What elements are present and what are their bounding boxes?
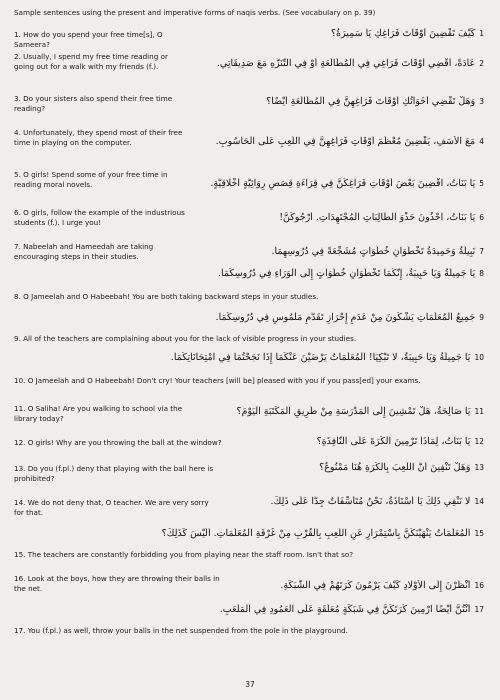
arabic-text: 7نَبِيلَةُ وَحَمِيدَةُ تَخْطُوَانِ خُطُوَاتٍ مُشَجِّعَةً فِي دُرُوسِهِمَا. — [271, 246, 484, 257]
arabic-text: 10يَا جَمِيلَةُ وَيَا حَبِيبَةُ، لا تَبْكِيَا! الْمُعَلِّمَاتُ يَرْضَيْنَ عَنْكُمَا إِذَا نَجَحْتُمَا فِي امْتِحَانَاتِكُمَا. — [170, 352, 484, 363]
page-header: Sample sentences using the present and imperative forms of naqis verbs. (See vocabulary on p. 39) — [14, 8, 376, 17]
english-text: 17. You (f.pl.) as well, throw your balls in the net suspended from the pole in the playground. — [14, 626, 348, 635]
arabic-text: 1كَيْفَ تَقْضِينَ أَوْقَاتَ فَرَاغِكِ يَا سَمِيرَةُ؟ — [330, 28, 484, 39]
arabic-text: 9جَمِيعُ الْمُعَلِّمَاتِ يَشْكُونَ مِنْ عَدَمِ إِحْرَازِ تَقَدُّمٍ مَلْمُوسٍ فِي دُرُوسِكُمَا. — [215, 312, 484, 323]
english-text: 14. We do not deny that, O teacher. We are very sorry for that. — [14, 498, 209, 517]
arabic-text: 8يَا جَمِيلَةُ وَيَا حَبِيبَةُ، إِنَّكُمَا تَخْطُوَانِ خُطُوَاتٍ إِلَى الْوَرَاءِ فِي دُرُوسِكُمَا. — [218, 268, 484, 279]
english-text: 12. O girls! Why are you throwing the ball at the window? — [14, 438, 222, 447]
english-text: 15. The teachers are constantly forbidding you from playing near the staff room. Isn't that so? — [14, 550, 354, 559]
arabic-text: 5يَا بَنَاتُ، اقْضِينَ بَعْضَ أَوْقَاتِ فَرَاغِكُنَّ فِي قِرَاءَةِ قِصَصٍ رِوَائِيَّةٍ أَخْلاقِيَّةٍ. — [210, 178, 484, 189]
arabic-text: 17أَنْتُنَّ أَيْضًا ارْمِينَ كُرَتَكُنَّ فِي شَبَكَةٍ مُعَلَّقَةٍ عَلَى الْعَمُودِ فِي الْمَلْعَبِ. — [219, 604, 484, 615]
english-text: 10. O Jameelah and O Habeebah! Don't cry! Your teachers [will be] pleased with you if you pass[ed] your exams. — [14, 376, 421, 385]
english-text: 6. O girls, follow the example of the industrious students (f.). I urge you! — [14, 208, 185, 227]
english-text: 3. Do your sisters also spend their free time reading? — [14, 94, 173, 113]
arabic-text: 11يَا صَالِحَةُ، هَلْ تَمْشِينَ إِلَى الْمَدْرَسَةِ مِنْ طَرِيقِ الْمَكْتَبَةِ الْيَوْمَ؟ — [236, 406, 484, 417]
arabic-text: 12يَا بَنَاتُ، لِمَاذَا تَرْمِينَ الْكُرَةَ عَلَى النَّافِذَةِ؟ — [316, 436, 484, 447]
arabic-text: 6يَا بَنَاتُ، احْذُونَ حَذْوَ الطَّالِبَاتِ الْمُجْتَهِدَاتِ. أَرْجُوكُنَّ! — [279, 212, 484, 223]
english-text: 4. Unfortunately, they spend most of their free time in playing on the computer. — [14, 128, 183, 147]
arabic-text: 2عَادَةً، أَقْضِي أَوْقَاتَ فَرَاغِي فِي الْمُطَالَعَةِ أَوْ فِي التَّنَزُّهِ مَعَ صَدِيقَاتِي. — [216, 58, 484, 69]
english-text: 1. How do you spend your free time[s], O Sameera? — [14, 30, 163, 49]
english-text: 5. O girls! Spend some of your free time in reading moral novels. — [14, 170, 168, 189]
arabic-text: 16أُنْظُرْنَ إِلَى الأَوْلادِ كَيْفَ يَرْمُونَ كُرَتَهُمْ فِي الشَّبَكَةِ. — [280, 580, 484, 591]
english-text: 2. Usually, I spend my free time reading or going out for a walk with my friends (f.). — [14, 52, 168, 71]
arabic-text: 13وَهَلْ تَنْفِينَ أَنَّ اللَّعِبَ بِالْكُرَةِ هُنَا مَمْنُوعٌ؟ — [319, 462, 484, 473]
english-text: 9. All of the teachers are complaining about you for the lack of visible progress in your studies. — [14, 334, 357, 343]
english-text: 13. Do you (f.pl.) deny that playing with the ball here is prohibited? — [14, 464, 214, 483]
arabic-text: 15الْمُعَلِّمَاتُ يَنْهَيْنَكُنَّ بِاسْتِمْرَارٍ عَنِ اللَّعِبِ بِالْقُرْبِ مِنْ غُرْفَةِ الْمُعَلِّمَاتِ. أَلَيْسَ كَذَلِكَ؟ — [161, 528, 484, 539]
english-text: 7. Nabeelah and Hameedah are taking encouraging steps in their studies. — [14, 242, 154, 261]
arabic-text: 4مَعَ الأَسَفِ، يَقْضِينَ مُعْظَمَ أَوْقَاتِ فَرَاغِهِنَّ فِي اللَّعِبِ عَلَى الْحَاسُوبِ. — [215, 136, 484, 147]
english-text: 11. O Saliha! Are you walking to school via the library today? — [14, 404, 183, 423]
page-number: 37 — [245, 680, 255, 689]
arabic-text: 3وَهَلْ تَقْضِي أَخَوَاتُكِ أَوْقَاتَ فَرَاغِهِنَّ فِي الْمُطَالَعَةِ أَيْضًا؟ — [266, 96, 484, 107]
arabic-text: 14لا نَنْفِي ذَلِكَ يَا أُسْتَاذَةُ، نَحْنُ مُتَأَسِّفَاتٌ جِدًّا عَلَى ذَلِكَ. — [270, 496, 484, 507]
english-text: 16. Look at the boys, how they are throwing their balls in the net. — [14, 574, 220, 593]
english-text: 8. O Jameelah and O Habeebah! You are both taking backward steps in your studies. — [14, 292, 319, 301]
